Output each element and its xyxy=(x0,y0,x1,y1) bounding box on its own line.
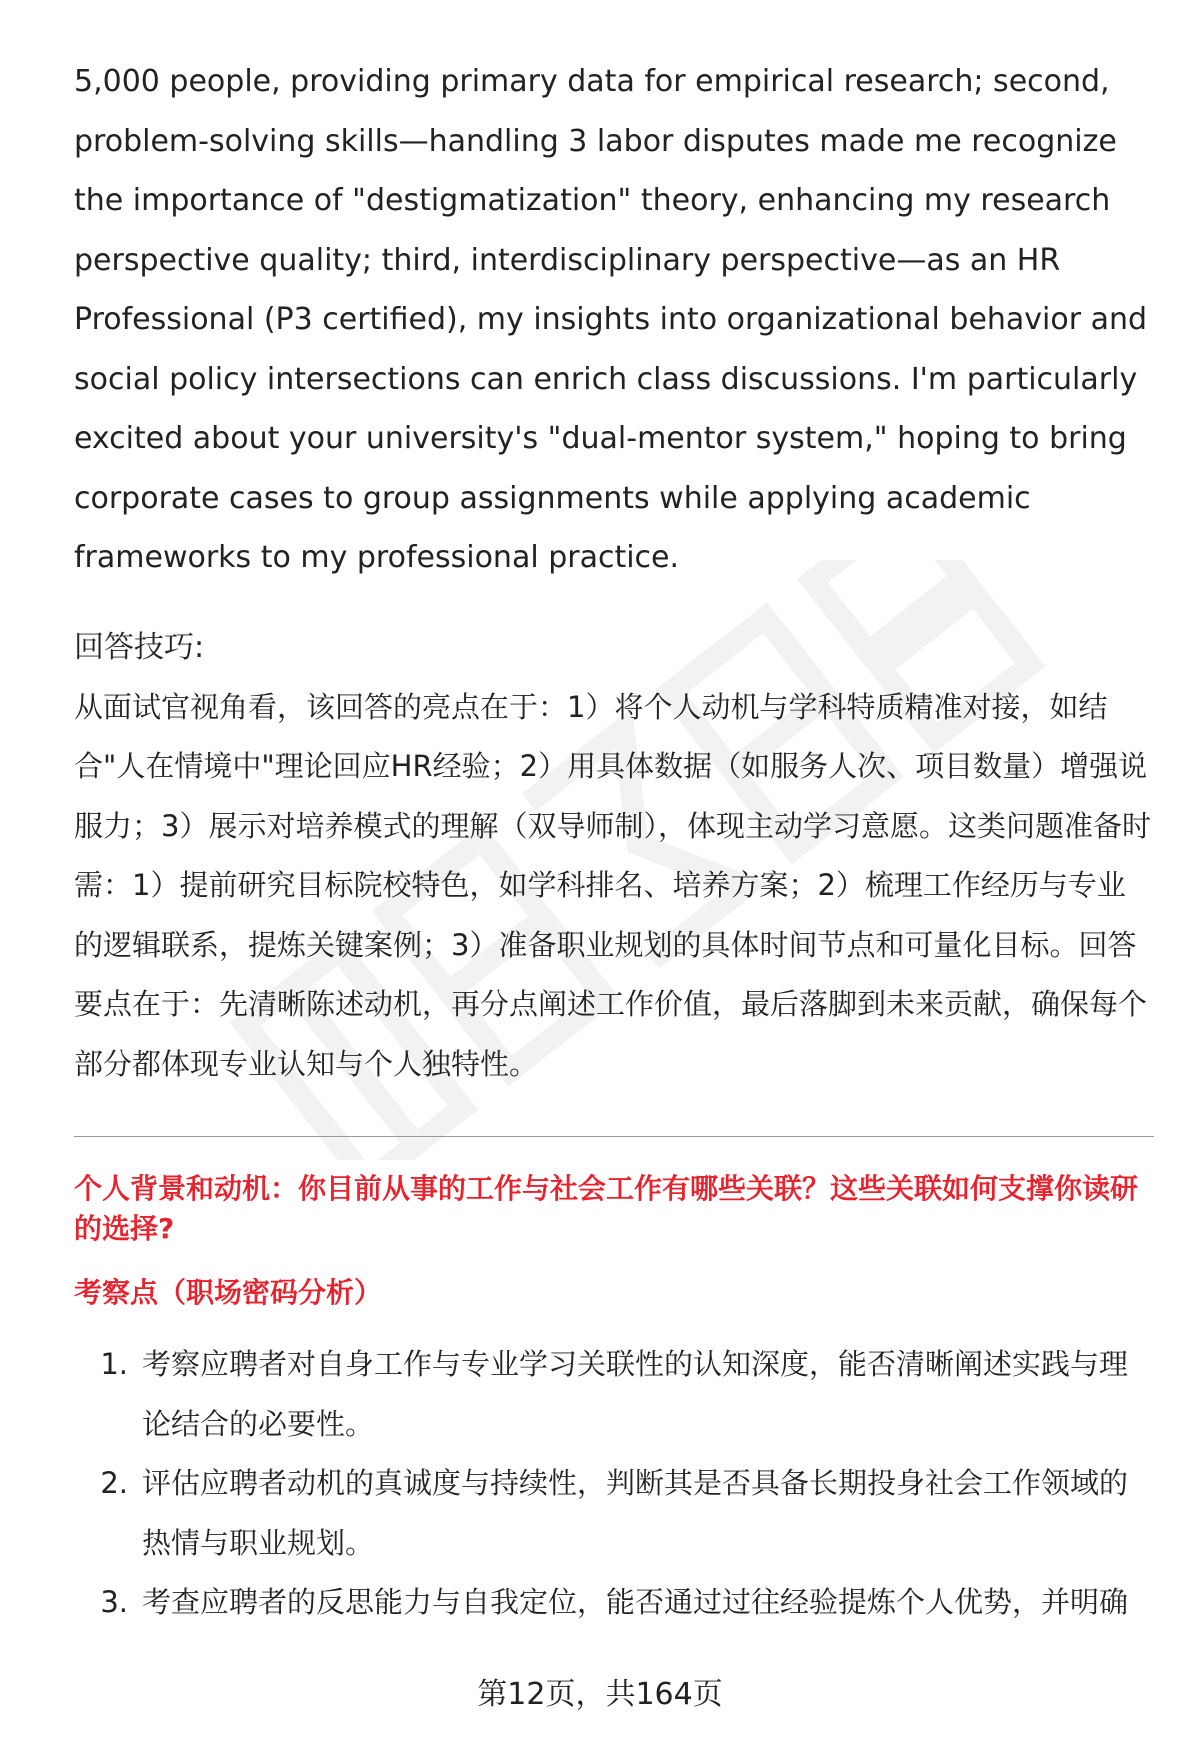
list-item-text: 考察应聘者对自身工作与专业学习关联性的认知深度，能否清晰阐述实践与理论结合的必要性。 xyxy=(142,1347,1129,1441)
document-page xyxy=(74,52,1154,1633)
tips-paragraph: 从面试官视角看，该回答的亮点在于：1）将个人动机与学科特质精准对接，如结合"人在情境中"理论回应HR经验；2）用具体数据（如服务人次、项目数量）增强说服力；3）展示对培养模式的理解（双导师制），体现主动学习意愿。这类问题准备时需：1）提前研究目标院校特色，如学科排名、培养方案；2）梳理工作经历与专业的逻辑联系，提炼关键案例；3）准备职业规划的具体时间节点和可量化目标。回答要点在于：先清晰陈述动机，再分点阐述工作价值，最后落脚到未来贡献，确保每个部分都体现专业认知与个人独特性。 xyxy=(74,689,1151,1081)
page-number-footer: 第12页，共164页 xyxy=(477,1677,723,1712)
list-item-text: 考查应聘者的反思能力与自我定位，能否通过过往经验提炼个人优势，并明确 xyxy=(142,1585,1129,1619)
list-item-number: 1. xyxy=(100,1347,128,1381)
question-heading: 个人背景和动机：你目前从事的工作与社会工作有哪些关联？这些关联如何支撑你读研的选择? xyxy=(74,1172,1139,1245)
assessment-points-list xyxy=(74,1335,1154,1633)
answer-paragraph-continued: 5,000 people, providing primary data for empirical research; second, problem-solving skills—handling 3 labor disputes made me recognize the importance of "destigmatization" theory, enhancing my research perspective quality; third, interdisciplinary perspective—as an HR Professional (P3 certified), my insights into organizational behavior and social policy intersections can enrich class discussions. I'm particularly excited about your university's "dual-mentor system," hoping to bring corporate cases to group assignments while applying academic frameworks to my professional practice. xyxy=(74,64,1148,575)
list-item xyxy=(74,1335,1154,1454)
list-item-number: 3. xyxy=(100,1585,128,1619)
list-item xyxy=(74,1454,1154,1573)
list-item xyxy=(74,1573,1154,1633)
assessment-points-title: 考察点（职场密码分析） xyxy=(74,1276,383,1309)
section-divider xyxy=(74,1136,1154,1137)
tips-label: 回答技巧: xyxy=(74,629,205,665)
list-item-text: 评估应聘者动机的真诚度与持续性，判断其是否具备长期投身社会工作领域的热情与职业规划。 xyxy=(142,1466,1129,1560)
list-item-number: 2. xyxy=(100,1466,128,1500)
